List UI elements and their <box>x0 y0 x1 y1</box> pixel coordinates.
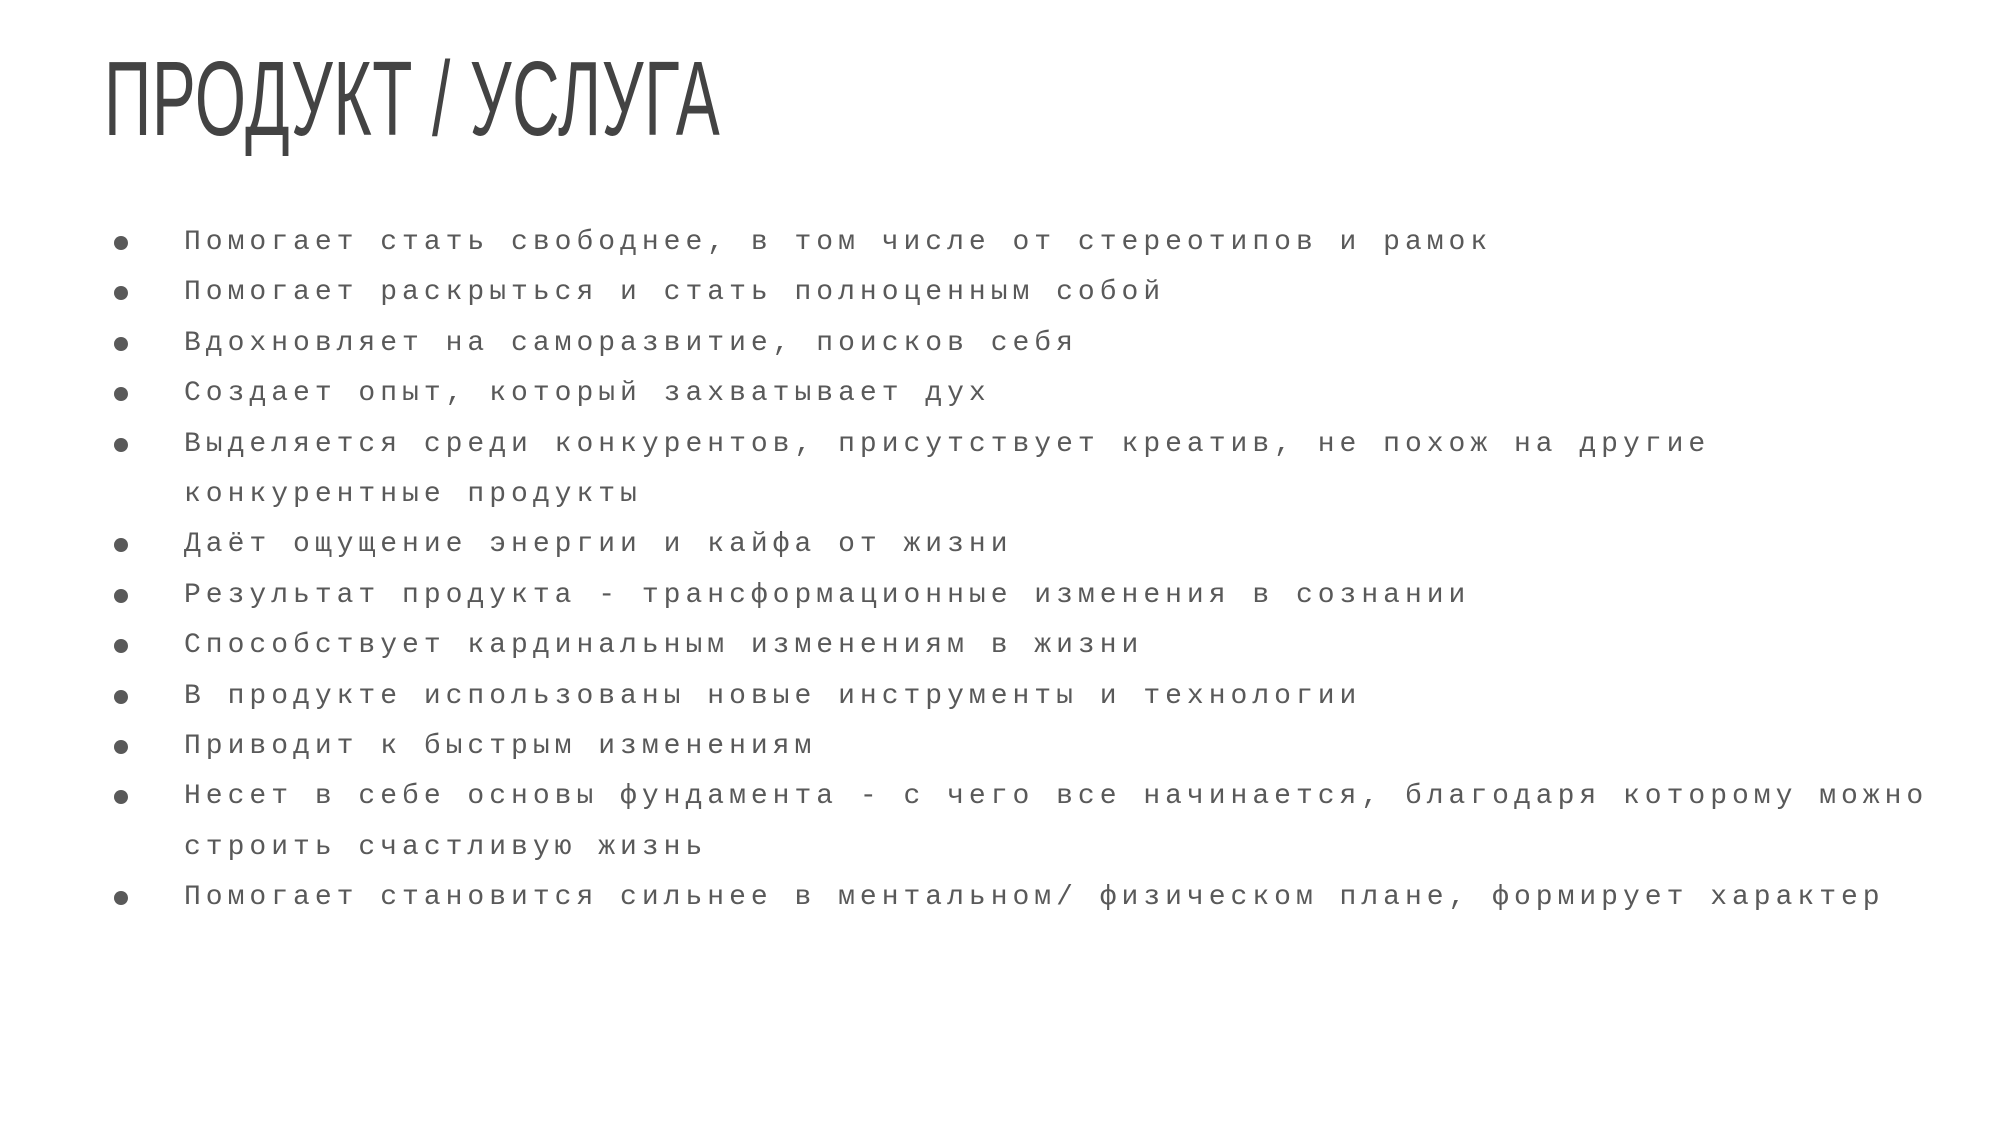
list-item-text: Результат продукта - трансформационные изменения в сознании <box>184 579 1471 611</box>
list-item <box>0 319 1974 369</box>
bullet-icon <box>114 438 128 452</box>
list-item-text: Помогает становится сильнее в ментальном/ физическом плане, формирует характер <box>184 882 1885 914</box>
list-item <box>0 672 1974 722</box>
list-item <box>0 772 1974 873</box>
list-item-text: Способствует кардинальным изменениям в жизни <box>184 630 1144 662</box>
list-item <box>0 722 1974 772</box>
bullet-icon <box>114 790 128 804</box>
list-item-text: Создает опыт, который захватывает дух <box>184 378 991 410</box>
list-item <box>0 520 1974 570</box>
list-item-text: Помогает раскрыться и стать полноценным собой <box>184 277 1166 309</box>
list-item-text: В продукте использованы новые инструменты и технологии <box>184 680 1362 712</box>
bullet-icon <box>114 387 128 401</box>
bullet-icon <box>114 740 128 754</box>
list-item <box>0 571 1974 621</box>
list-item-text: Несет в себе основы фундамента - с чего все начинается, благодаря которому можно строить счастливую жизнь <box>184 781 1929 863</box>
bullet-icon <box>114 891 128 905</box>
list-item <box>0 873 1974 923</box>
list-item-text: Выделяется среди конкурентов, присутствует креатив, не похож на другие конкурентные продукты <box>184 428 1711 511</box>
bullet-icon <box>114 589 128 603</box>
list-item <box>0 420 1974 521</box>
list-item <box>0 369 1974 419</box>
list-item <box>0 218 1974 268</box>
bullet-icon <box>114 690 128 704</box>
list-item <box>0 268 1974 318</box>
bullet-icon <box>114 639 128 653</box>
bullet-icon <box>114 337 128 351</box>
bullet-icon <box>114 236 128 250</box>
slide-title: ПРОДУКТ / УСЛУГА <box>104 40 721 158</box>
list-item <box>0 621 1974 671</box>
list-item-text: Даёт ощущение энергии и кайфа от жизни <box>184 529 1013 561</box>
list-item-text: Помогает стать свободнее, в том числе от стереотипов и рамок <box>184 227 1493 258</box>
bullet-icon <box>114 538 128 552</box>
list-item-text: Вдохновляет на саморазвитие, поисков себя <box>184 327 1078 359</box>
bullet-icon <box>114 286 128 300</box>
bullet-list <box>0 218 2000 924</box>
list-item-text: Приводит к быстрым изменениям <box>184 731 817 763</box>
